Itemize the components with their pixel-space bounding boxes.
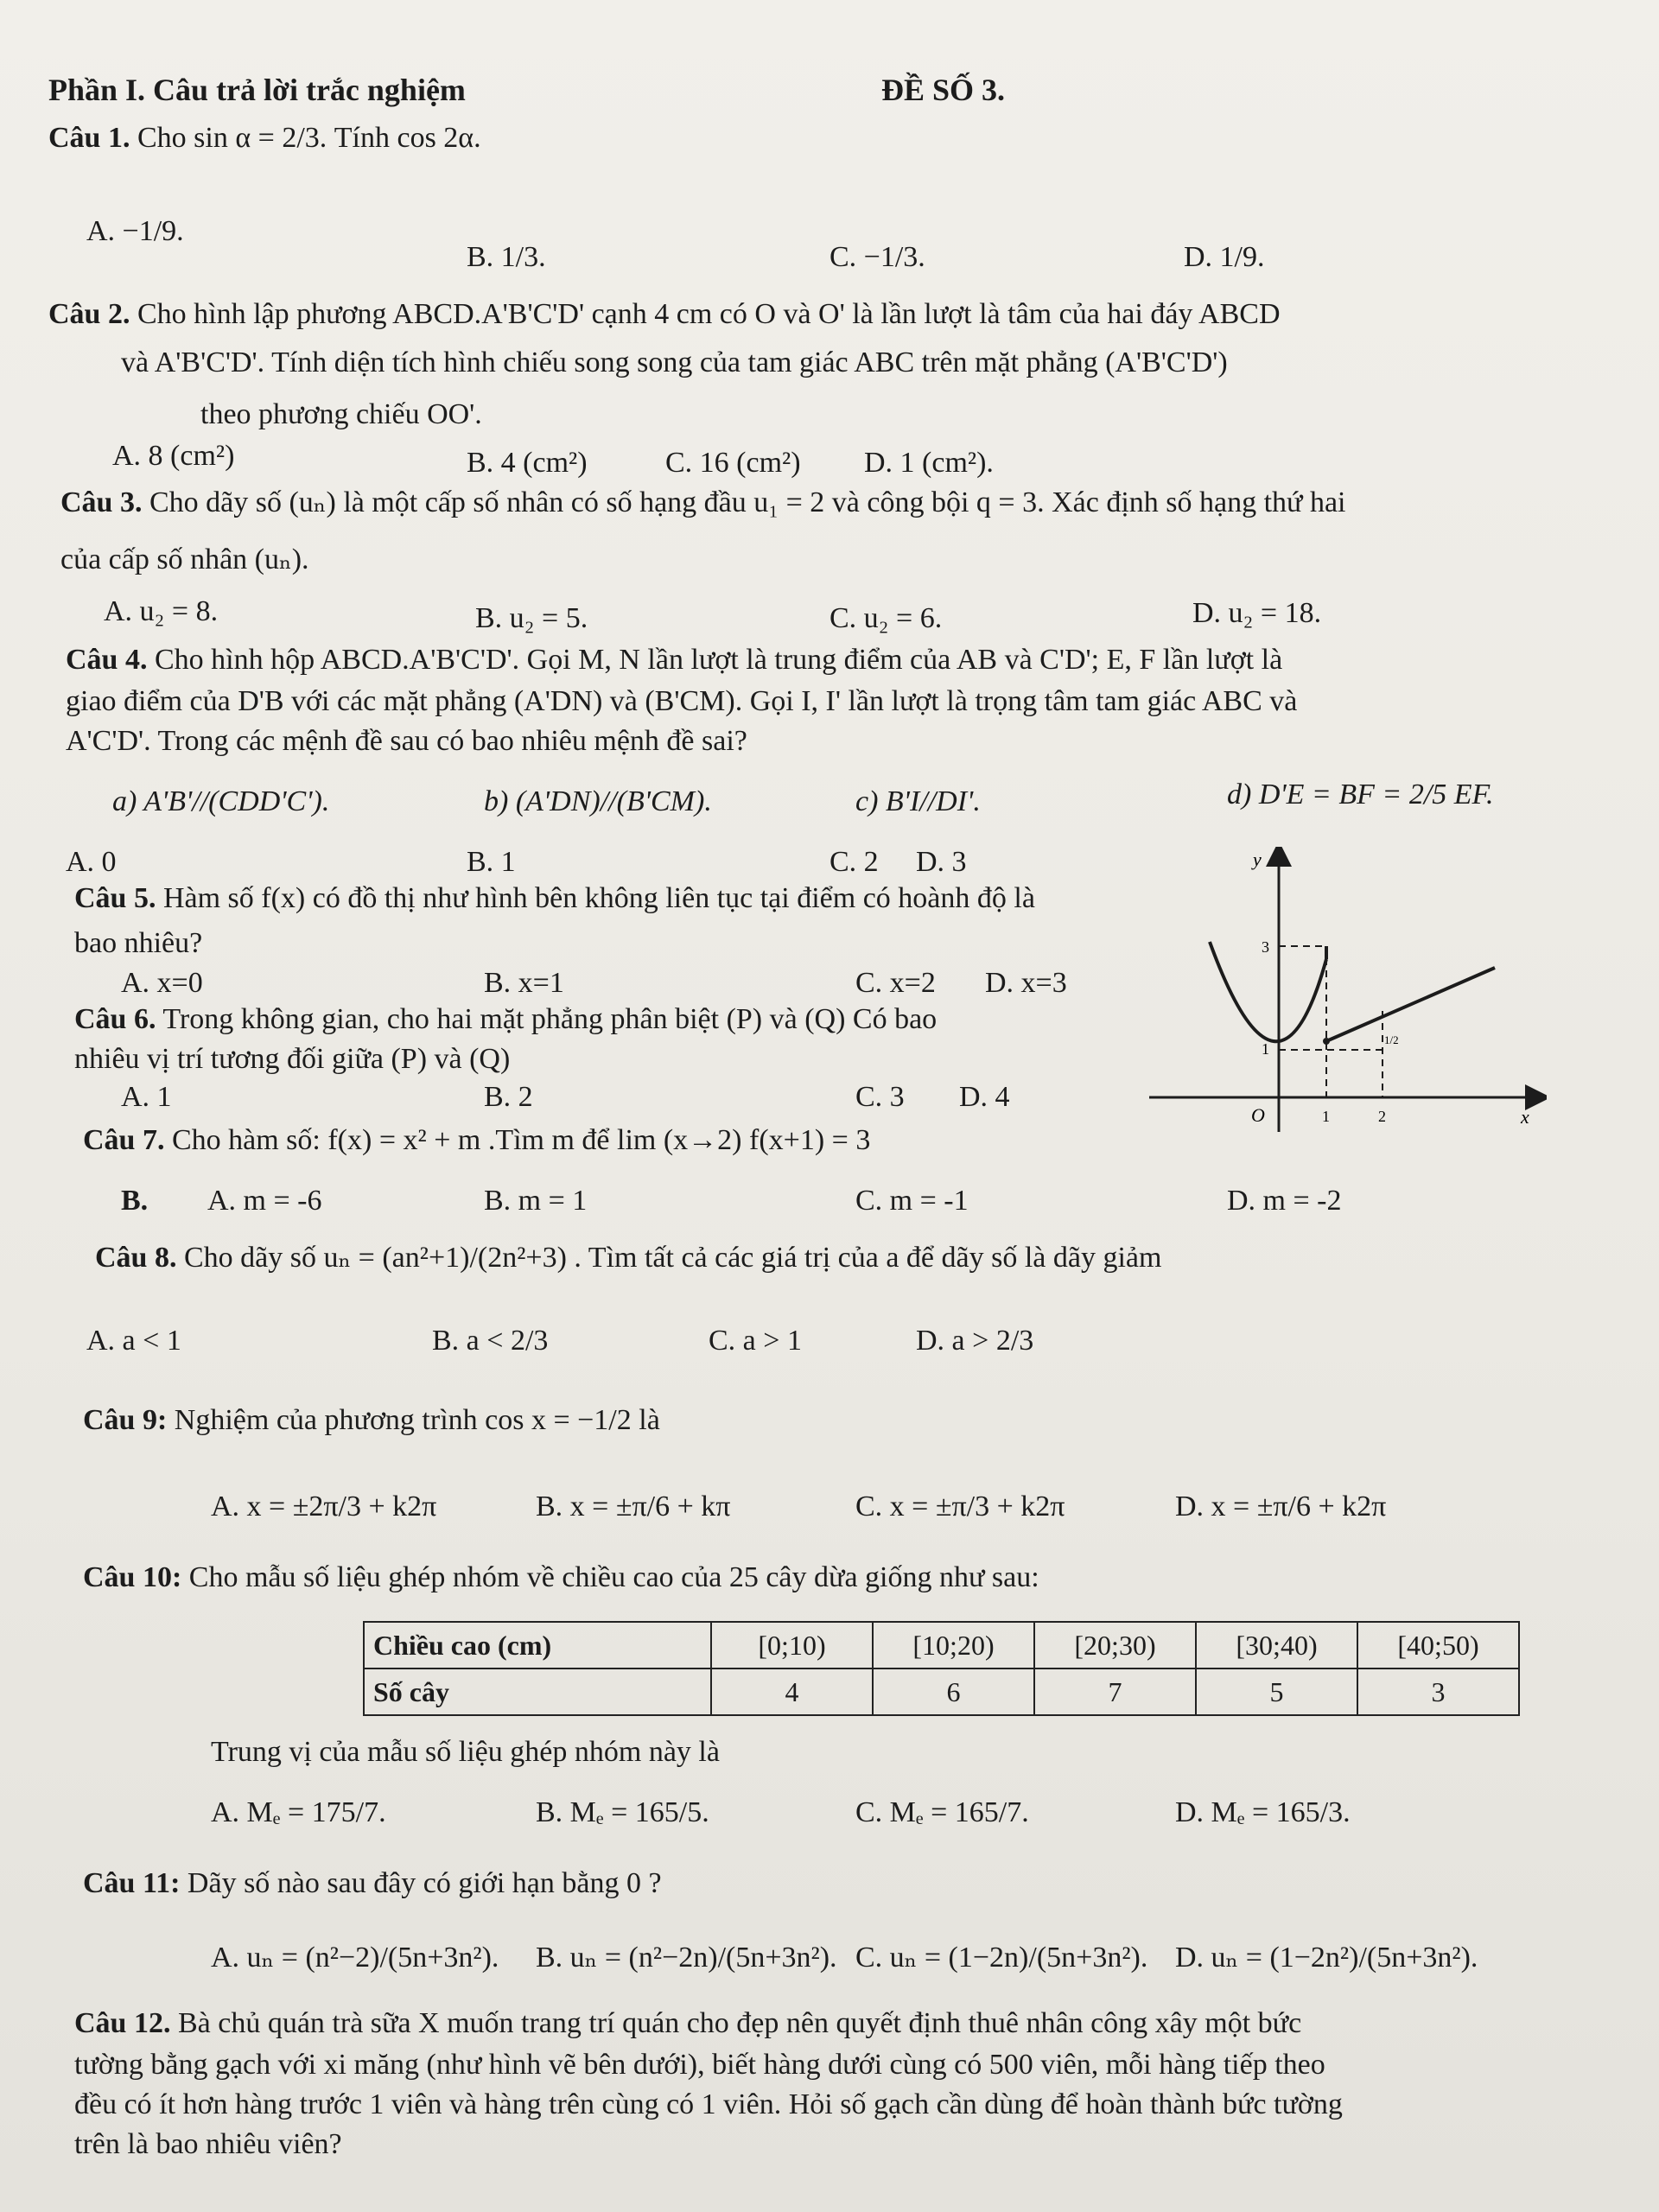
table-header-count: Số cây: [364, 1669, 711, 1715]
q5-line1: Hàm số f(x) có đồ thị như hình bên không liên tục tại điểm có hoành độ là: [162, 882, 1035, 914]
question-9: [83, 1403, 660, 1438]
q5-option-c: C. x=2: [855, 967, 936, 999]
q5-function-graph: [1149, 847, 1547, 1141]
q2-line1: Cho hình lập phương ABCD.A'B'C'D' cạnh 4 cm có O và O' là lần lượt là tâm của hai đáy ABCD: [137, 298, 1281, 330]
q10-stem: Cho mẫu số liệu ghép nhóm về chiều cao của 25 cây dừa giống như sau:: [188, 1561, 1039, 1593]
q8-option-b: B. a < 2/3: [432, 1325, 549, 1357]
table-col-3: [30;40): [1196, 1622, 1357, 1669]
q5-line2: bao nhiêu?: [74, 927, 203, 959]
q1-option-a: A. −1/9.: [86, 215, 184, 247]
q3-option-a: A. u₂ = 8.: [104, 595, 219, 627]
q10-frequency-table: [363, 1621, 1520, 1716]
q2-option-a: A. 8 (cm²): [112, 440, 235, 472]
q10-option-a: A. Mₑ = 175/7.: [211, 1796, 386, 1828]
line-branch: [1326, 968, 1495, 1041]
q7-stem: Cho hàm số: f(x) = x² + m .Tìm m để lim (x→2) f(x+1) = 3: [171, 1124, 871, 1156]
q10-ask: Trung vị của mẫu số liệu ghép nhóm này là: [211, 1736, 720, 1768]
q4-option-b: B. 1: [467, 846, 516, 878]
q6-line2: nhiêu vị trí tương đối giữa (P) và (Q): [74, 1043, 511, 1075]
table-col-1: [10;20): [873, 1622, 1034, 1669]
table-header-height: Chiều cao (cm): [364, 1622, 711, 1669]
q1-label: Câu 1.: [48, 122, 130, 154]
q7-option-a: A. m = -6: [207, 1185, 322, 1217]
q8-label: Câu 8.: [95, 1242, 177, 1274]
parabola-curve: [1210, 942, 1326, 1041]
graph-x-label: x: [1521, 1106, 1529, 1128]
q10-option-b: B. Mₑ = 165/5.: [536, 1796, 709, 1828]
q4-option-c: C. 2: [830, 846, 879, 878]
graph-tick-x1: 1: [1322, 1108, 1330, 1125]
q8-stem: Cho dãy số uₙ = (an²+1)/(2n²+3) . Tìm tất cả các giá trị của a để dãy số là dãy giảm: [183, 1242, 1162, 1274]
q11-option-b: B. uₙ = (n²−2n)/(5n+3n²).: [536, 1942, 837, 1974]
table-col-4: [40;50): [1357, 1622, 1519, 1669]
q3-option-d: D. u₂ = 18.: [1192, 597, 1322, 629]
question-5: [74, 881, 1035, 916]
q10-label: Câu 10:: [83, 1561, 182, 1593]
q9-label: Câu 9:: [83, 1404, 168, 1436]
question-11: [83, 1866, 662, 1901]
q6-line1: Trong không gian, cho hai mặt phẳng phân biệt (P) và (Q) Có bao: [162, 1003, 938, 1035]
q9-option-c: C. x = ±π/3 + k2π: [855, 1491, 1065, 1522]
q10-option-d: D. Mₑ = 165/3.: [1175, 1796, 1351, 1828]
graph-tick-half: 1/2: [1384, 1033, 1399, 1046]
graph-y-label: y: [1253, 849, 1262, 870]
q3-option-c: C. u₂ = 6.: [830, 602, 943, 634]
table-row: [364, 1669, 1519, 1715]
q1-option-b: B. 1/3.: [467, 241, 546, 273]
q4-option-d: D. 3: [916, 846, 967, 878]
q1-option-c: C. −1/3.: [830, 241, 925, 273]
q6-option-b: B. 2: [484, 1081, 533, 1113]
q12-label: Câu 12.: [74, 2007, 171, 2039]
q4-line1: Cho hình hộp ABCD.A'B'C'D'. Gọi M, N lần lượt là trung điểm của AB và C'D'; E, F lần lượt là: [154, 644, 1283, 676]
q9-stem: Nghiệm của phương trình cos x = −1/2 là: [174, 1404, 660, 1436]
point-marker: [1323, 1038, 1330, 1045]
q4-line2: giao điểm của D'B với các mặt phẳng (A'DN) và (B'CM). Gọi I, I' lần lượt là trọng tâm tam giác ABC và: [66, 685, 1298, 717]
table-val-3: 5: [1196, 1669, 1357, 1715]
question-1: [48, 121, 481, 156]
q6-option-d: D. 4: [959, 1081, 1010, 1113]
q4-statement-d: d) D'E = BF = 2/5 EF.: [1227, 779, 1494, 810]
q11-option-a: A. uₙ = (n²−2)/(5n+3n²).: [211, 1942, 499, 1974]
q7-option-d: D. m = -2: [1227, 1185, 1342, 1217]
q12-line4: trên là bao nhiêu viên?: [74, 2128, 342, 2160]
table-row: [364, 1622, 1519, 1669]
question-7: [83, 1123, 870, 1158]
graph-tick-y1: 1: [1262, 1040, 1269, 1058]
q2-label: Câu 2.: [48, 298, 130, 330]
q8-option-c: C. a > 1: [709, 1325, 802, 1357]
q5-option-b: B. x=1: [484, 967, 564, 999]
q4-statement-a: a) A'B'//(CDD'C').: [112, 785, 330, 817]
question-4: [66, 643, 1282, 677]
q9-option-a: A. x = ±2π/3 + k2π: [211, 1491, 437, 1522]
q10-option-c: C. Mₑ = 165/7.: [855, 1796, 1029, 1828]
q4-option-a: A. 0: [66, 846, 117, 878]
q11-label: Câu 11:: [83, 1867, 181, 1899]
q11-option-d: D. uₙ = (1−2n²)/(5n+3n²).: [1175, 1942, 1478, 1974]
q1-stem: Cho sin α = 2/3. Tính cos 2α.: [137, 122, 481, 154]
q12-line2: tường bằng gạch với xi măng (như hình vẽ bên dưới), biết hàng dưới cùng có 500 viên, mỗi hàng tiếp theo: [74, 2049, 1325, 2081]
q11-option-c: C. uₙ = (1−2n)/(5n+3n²).: [855, 1942, 1148, 1974]
q8-option-a: A. a < 1: [86, 1325, 181, 1357]
graph-tick-x2: 2: [1378, 1108, 1386, 1125]
q7-option-b: B. m = 1: [484, 1185, 588, 1217]
table-val-2: 7: [1034, 1669, 1196, 1715]
q6-label: Câu 6.: [74, 1003, 156, 1035]
q4-line3: A'C'D'. Trong các mệnh đề sau có bao nhiêu mệnh đề sai?: [66, 725, 747, 757]
q2-option-c: C. 16 (cm²): [665, 447, 801, 479]
q8-option-d: D. a > 2/3: [916, 1325, 1034, 1357]
q2-option-d: D. 1 (cm²).: [864, 447, 994, 479]
q3-option-b: B. u₂ = 5.: [475, 602, 588, 634]
question-6: [74, 1002, 937, 1037]
q7-option-c: C. m = -1: [855, 1185, 969, 1217]
q5-label: Câu 5.: [74, 882, 156, 914]
question-8: [95, 1241, 1161, 1275]
q12-line3: đều có ít hơn hàng trước 1 viên và hàng trên cùng có 1 viên. Hỏi số gạch cần dùng để hoàn thành bức tường: [74, 2088, 1343, 2120]
exam-title: ĐỀ SỐ 3.: [881, 73, 1006, 107]
q4-statement-b: b) (A'DN)//(B'CM).: [484, 785, 712, 817]
graph-origin: O: [1251, 1104, 1265, 1126]
q7-prefix: B.: [121, 1185, 149, 1217]
table-val-0: 4: [711, 1669, 873, 1715]
question-2: [48, 297, 1281, 332]
section-title: Phần I. Câu trả lời trắc nghiệm: [48, 73, 466, 107]
q7-label: Câu 7.: [83, 1124, 165, 1156]
question-12: [74, 2006, 1301, 2041]
q5-option-d: D. x=3: [985, 967, 1067, 999]
q2-line3: theo phương chiếu OO'.: [200, 398, 482, 430]
table-val-1: 6: [873, 1669, 1034, 1715]
q2-line2: và A'B'C'D'. Tính diện tích hình chiếu song song của tam giác ABC trên mặt phẳng (A'B'C'D'): [121, 346, 1228, 378]
q6-option-c: C. 3: [855, 1081, 905, 1113]
q11-stem: Dãy số nào sau đây có giới hạn bằng 0 ?: [187, 1867, 662, 1899]
q4-label: Câu 4.: [66, 644, 148, 676]
q5-option-a: A. x=0: [121, 967, 203, 999]
q1-option-d: D. 1/9.: [1184, 241, 1265, 273]
q3-line1: Cho dãy số (uₙ) là một cấp số nhân có số hạng đầu u₁ = 2 và công bội q = 3. Xác định số hạng thứ hai: [149, 486, 1346, 518]
q3-line2: của cấp số nhân (uₙ).: [60, 543, 309, 575]
q12-line1: Bà chủ quán trà sữa X muốn trang trí quán cho đẹp nên quyết định thuê nhân công xây một bức: [177, 2007, 1302, 2039]
q4-statement-c: c) B'I//DI'.: [855, 785, 981, 817]
question-3: [60, 486, 1346, 520]
q9-option-d: D. x = ±π/6 + k2π: [1175, 1491, 1387, 1522]
q3-label: Câu 3.: [60, 486, 143, 518]
table-col-0: [0;10): [711, 1622, 873, 1669]
q2-option-b: B. 4 (cm²): [467, 447, 588, 479]
table-val-4: 3: [1357, 1669, 1519, 1715]
q9-option-b: B. x = ±π/6 + kπ: [536, 1491, 731, 1522]
table-col-2: [20;30): [1034, 1622, 1196, 1669]
q6-option-a: A. 1: [121, 1081, 172, 1113]
graph-tick-y3: 3: [1262, 938, 1269, 956]
question-10: [83, 1560, 1039, 1595]
